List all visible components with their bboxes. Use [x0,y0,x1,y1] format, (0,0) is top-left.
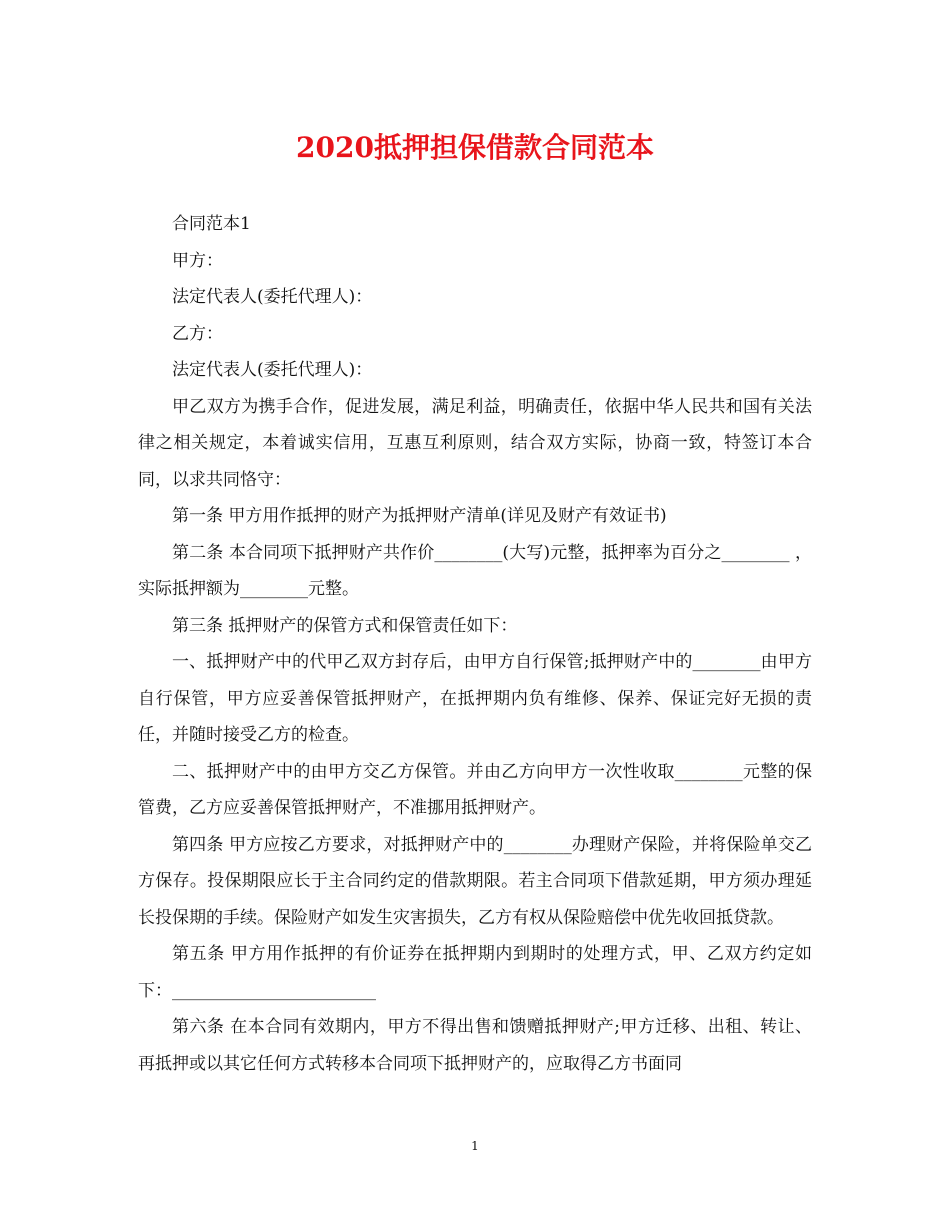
document-title: 2020抵押担保借款合同范本 [296,131,654,164]
paragraph-contract-sample: 合同范本1 [172,214,251,234]
paragraph-article-1: 第一条 甲方用作抵押的财产为抵押财产清单(详见及财产有效证书) [172,506,667,526]
paragraph-party-b: 乙方： [172,323,223,344]
paragraph-party-a: 甲方： [172,250,223,271]
paragraph-article-6: 第六条 在本合同有效期内，甲方不得出售和馈赠抵押财产;甲方迁移、出租、转让、再抵押或以其它任何方式转移本合同项下抵押财产的，应取得乙方书面同 [138,1017,812,1074]
paragraph-article-3: 第三条 抵押财产的保管方式和保管责任如下： [172,615,518,636]
paragraph-article-5: 第五条 甲方用作抵押的有价证券在抵押期内到期时的处理方式，甲、乙双方约定如下：________________________ [138,944,812,1001]
paragraph-article-2: 第二条 本合同项下抵押财产共作价________(大写)元整，抵押率为百分之________ ，实际抵押额为________元整。 [138,542,812,599]
paragraph-preamble: 甲乙双方为携手合作，促进发展，满足利益，明确责任，依据中华人民共和国有关法律之相关规定，本着诚实信用，互惠互利原则，结合双方实际，协商一致，特签订本合同，以求共同恪守： [138,396,812,490]
paragraph-party-a-representative: 法定代表人(委托代理人)： [172,287,373,307]
document-body [138,206,812,1082]
paragraph-article-3-item-1: 一、抵押财产中的代甲乙双方封存后，由甲方自行保管;抵押财产中的________由甲方自行保管，甲方应妥善保管抵押财产，在抵押期内负有维修、保养、保证完好无损的责任，并随时接受乙方的检查。 [138,652,812,745]
paragraph-article-3-item-2: 二、抵押财产中的由甲方交乙方保管。并由乙方向甲方一次性收取________元整的保管费，乙方应妥善保管抵押财产，不准挪用抵押财产。 [138,761,812,818]
paragraph-party-b-representative: 法定代表人(委托代理人)： [172,360,373,380]
paragraph-article-4: 第四条 甲方应按乙方要求，对抵押财产中的________办理财产保险，并将保险单交乙方保存。投保期限应长于主合同约定的借款期限。若主合同项下借款延期，甲方须办理延长投保期的手续。保险财产如发生灾害损失，乙方有权从保险赔偿中优先收回抵贷款。 [138,834,812,928]
page-number: 1 [471,1139,479,1153]
